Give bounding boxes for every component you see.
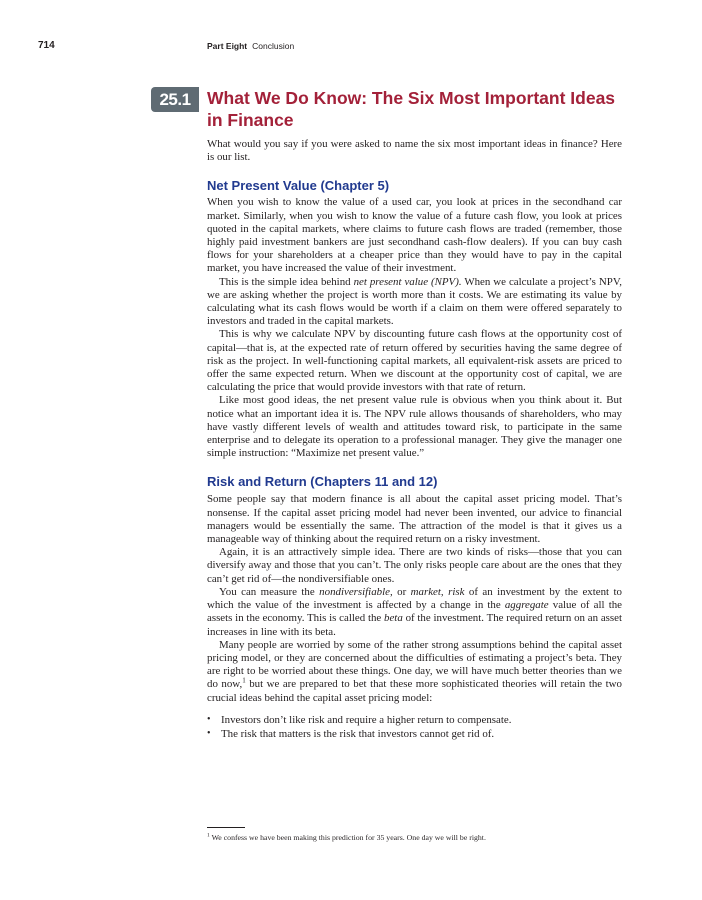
npv-paragraph-4: Like most good ideas, the net present value rule is obvious when you think about it. But notice what an important idea it is. The NPV rule allows thousands of shareholders, who may have vastly different levels of wealth and attitudes toward risk, to participate in the same enterprise and to delegate its operation to a professional manager. They give the manager one simple instruction: “Maximize net present value.” [207,394,622,460]
npv-term: net present value (NPV). [353,275,462,288]
page-number: 714 [38,40,55,51]
heading-risk-return: Risk and Return (Chapters 11 and 12) [207,474,438,490]
intro-paragraph: What would you say if you were asked to name the six most important ideas in finance? Here is our list. [207,138,622,164]
section-number-badge: 25.1 [151,87,199,112]
list-item: • Investors don’t like risk and require a higher return to compensate. [207,713,512,726]
footnote [207,833,622,843]
bullet-list [207,713,622,741]
risk-paragraph-4: Many people are worried by some of the rather strong assumptions behind the capital asset pricing model, or they are concerned about the difficulties of estimating a project’s beta. They are right to be worried about these things. One day, we will have much better theories than we do now,$^1$ but we are prepared to bet that these more sophisticated theories will retain the two crucial ideas behind the capital asset pricing model: [207,638,622,704]
body-text [207,138,622,741]
heading-npv: Net Present Value (Chapter 5) [207,178,390,194]
part-label [207,41,294,51]
bullet-icon: • [207,713,211,725]
npv-paragraph-2: This is the simple idea behind net present value (NPV). When we calculate a project’s NPV, we are asking whether the project is worth more than it costs. We are estimating its value by calculating what its cash flows would be worth if a claim on them were offered separately to investors and traded in the capital markets. [207,275,622,328]
running-header [0,40,702,56]
footnote-text: We confess we have been making this prediction for 35 years. One day we will be right. [211,833,486,842]
part-label-number: Part Eight [207,41,248,51]
bullet-icon: • [207,727,211,739]
risk-paragraph-2: Again, it is an attractively simple idea. There are two kinds of risks—those that you can diversify away and those that you can’t. The only risks people care about are the ones that they can’t get rid of—the nondiversifiable ones. [207,546,622,585]
section-title: What We Do Know: The Six Most Important Ideas in Finance [207,88,616,130]
footnote-marker: 1 [207,832,210,839]
npv-paragraph-1: When you wish to know the value of a used car, you look at prices in the secondhand car market. Similarly, when you wish to know the value of a future cash flow, you look at prices quoted in the capital markets, where claims to future cash flows are traded (remember, those highly paid investment bankers are just secondhand cash-flow dealers). If you can buy cash flows for your shareholders at a cheaper price than they would have to pay in the capital market, you have increased the value of their investment. [207,196,622,275]
risk-paragraph-1: Some people say that modern finance is all about the capital asset pricing model. That’s nonsense. If the capital asset pricing model had never been invented, our advice to financial managers would be essentially the same. The attraction of the model is that it gives us a manageable way of thinking about the required return on a risky investment. [207,493,622,546]
risk-paragraph-3: You can measure the nondiversifiable, or market, risk of an investment by the extent to which the value of the investment is affected by a change in the aggregate value of all the assets in the economy. This is called the beta of the investment. The required return on an asset increases in line with its beta. [207,585,622,638]
list-item: • The risk that matters is the risk that investors cannot get rid of. [207,727,495,740]
footnote-ref: 1 [242,676,246,685]
part-title: Conclusion [252,41,295,51]
footnote-divider [207,827,245,828]
npv-paragraph-3: This is why we calculate NPV by discounting future cash flows at the opportunity cost of capital—that is, at the expected rate of return offered by securities having the same degree of risk as the project. In well-functioning capital markets, all equivalent-risk assets are priced to offer the same expected return. When we discount at the opportunity cost of capital, we are calculating the price that would provide investors with that rate of return. [207,328,622,394]
